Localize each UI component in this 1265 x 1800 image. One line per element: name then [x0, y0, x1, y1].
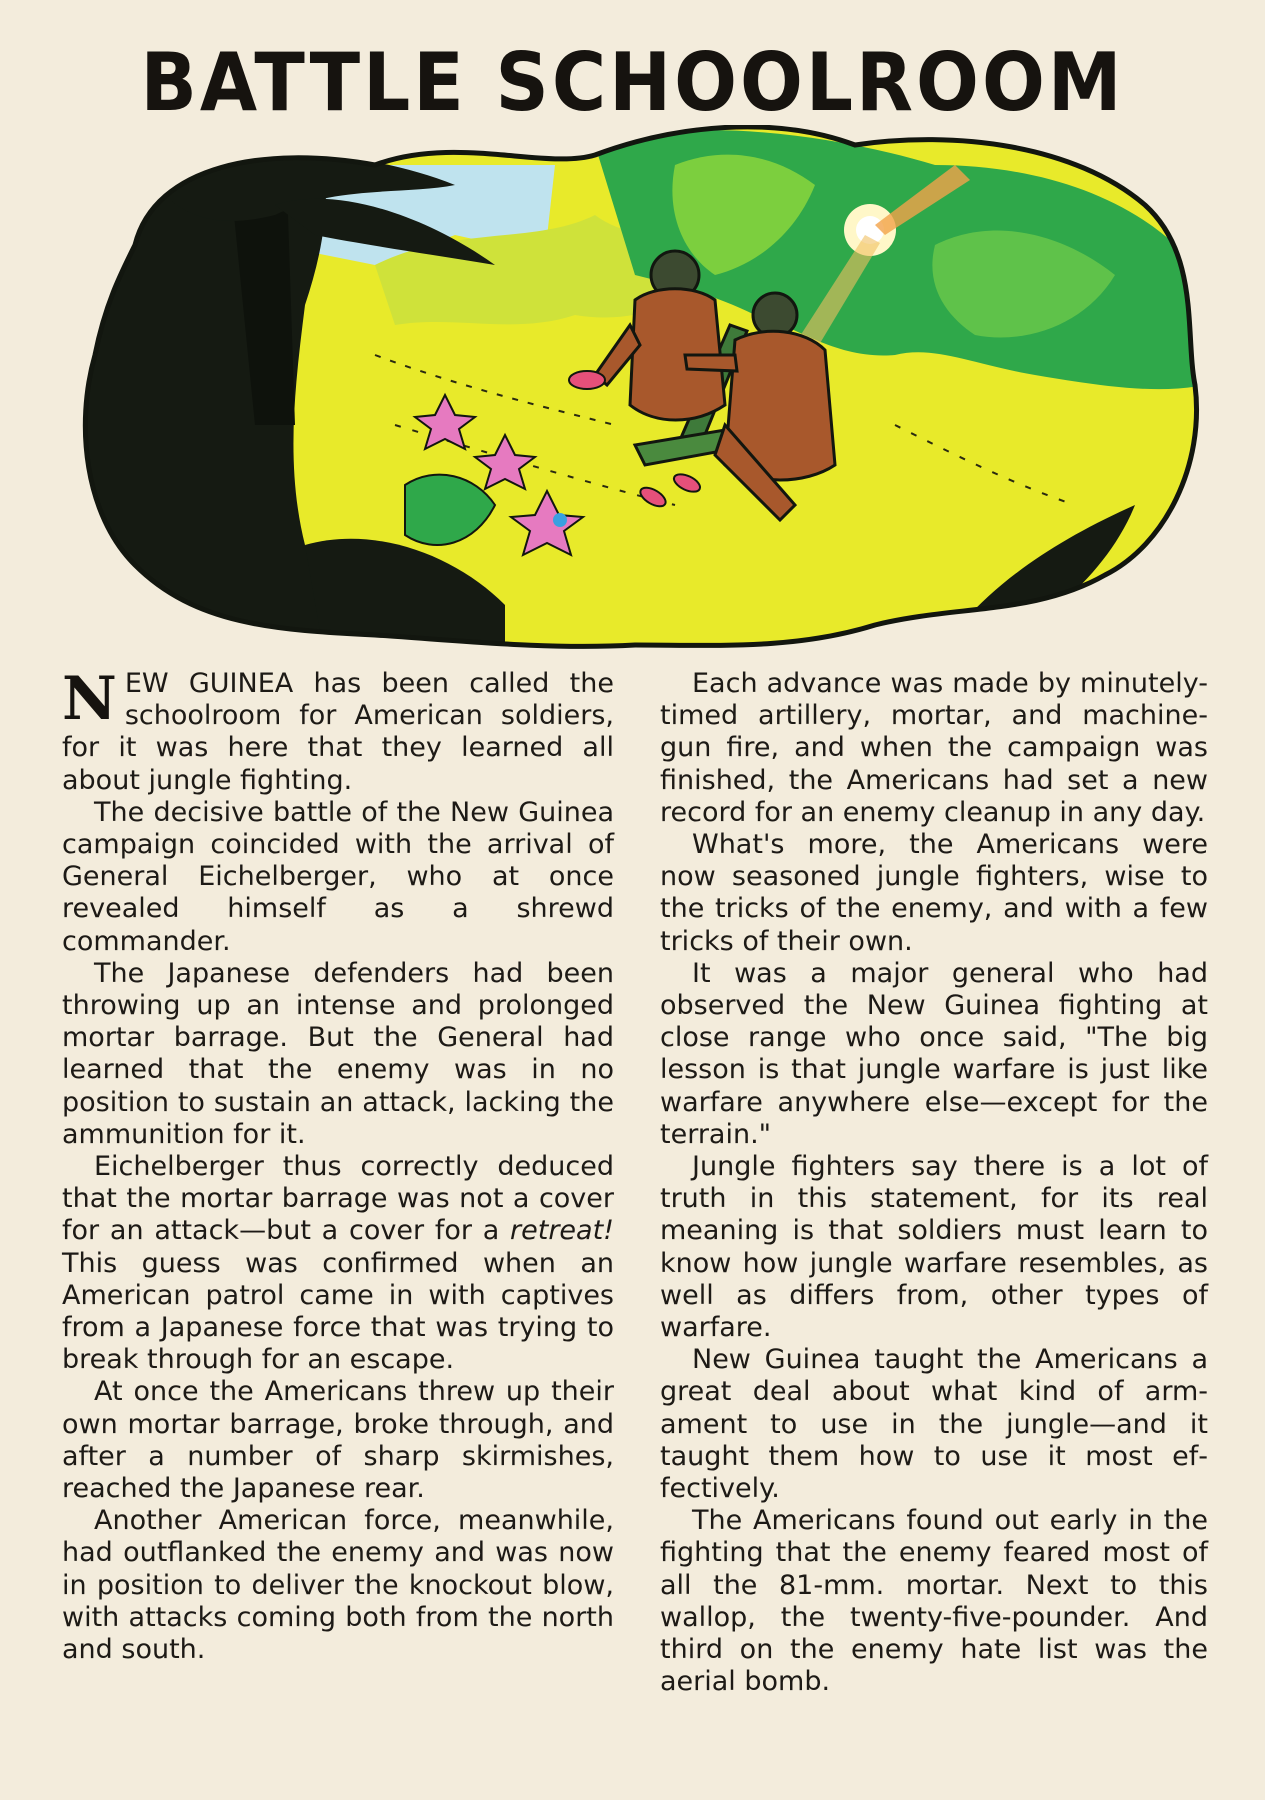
article-paragraph	[62, 1376, 614, 1505]
article-column-left	[62, 664, 614, 1666]
article-paragraph	[660, 1344, 1208, 1505]
article-paragraph	[62, 664, 614, 797]
article-column-right	[660, 668, 1208, 1699]
article-paragraph	[660, 829, 1208, 958]
article-paragraph	[62, 958, 614, 1151]
paragraph-text: The Japanese defenders had been throwing up an intense and prolonged mortar barrage. But the General had learned that the enemy was in no position to sustain an attack, lacking the ammunition for it.	[62, 957, 614, 1150]
jungle-mortar-crew-illustration	[75, 125, 1205, 660]
paragraph-text: Eichelberger thus correctly deduced that the mortar barrage was not a cover for an attack—but a cover for a	[62, 1151, 614, 1247]
paragraph-text: The Americans found out early in the fighting that the enemy feared most of all the 81-mm. mortar. Next to this wallop, the twenty-five-pounder. And third on the enemy hate list was the aerial bomb.	[660, 1505, 1208, 1698]
paragraph-text: The decisive battle of the New Guinea campaign coincided with the arrival of General Eichelberger, who at once revealed himself as a shrewd commander.	[62, 796, 614, 957]
drop-cap: N	[62, 664, 117, 734]
article-paragraph	[660, 1505, 1208, 1698]
article-paragraph	[660, 958, 1208, 1151]
article-paragraph	[62, 1505, 614, 1666]
emphasis-text: retreat!	[510, 1215, 614, 1247]
paragraph-text: EW GUINEA has been called the schoolroom for American soldiers, for it was here that they learned all about jungle fighting.	[62, 668, 614, 796]
article-paragraph	[660, 1151, 1208, 1344]
paragraph-text: Each advance was made by minutely-timed artillery, mortar, and machine-gun fire, and when the campaign was finished, the Americans had set a new record for an enemy cleanup in any day.	[660, 668, 1208, 828]
paragraph-text: New Guinea taught the Americans a great deal about what kind of armament to use in the jungle—and it taught them how to use it most effectively.	[660, 1344, 1208, 1505]
article-paragraph	[62, 797, 614, 958]
article-paragraph	[660, 668, 1208, 829]
paragraph-text: Another American force, meanwhile, had outflanked the enemy and was now in position to deliver the knockout blow, with attacks coming both from the north and south.	[62, 1505, 614, 1666]
paragraph-text: Jungle fighters say there is a lot of truth in this statement, for its real meaning is that soldiers must learn to know how jungle warfare resembles, as well as differs from, other types of warfare.	[660, 1151, 1208, 1344]
page-title: BATTLE SCHOOLROOM	[140, 36, 1125, 130]
article-paragraph	[62, 1151, 614, 1376]
paragraph-text: At once the Americans threw up their own mortar barrage, broke through, and after a number of sharp skirmishes, reached the Japanese rear.	[62, 1376, 614, 1505]
paragraph-text: What's more, the Americans were now seasoned jungle fighters, wise to the tricks of the enemy, and with a few tricks of their own.	[660, 829, 1208, 957]
paragraph-text: This guess was confirmed when an American patrol came in with captives from a Japanese force that was trying to break through for an escape.	[62, 1247, 614, 1376]
paragraph-text: It was a major general who had observed the New Guinea fighting at close range who once said, "The big lesson is that jungle warfare is just like warfare anywhere else—except for the terrain."	[660, 957, 1208, 1150]
